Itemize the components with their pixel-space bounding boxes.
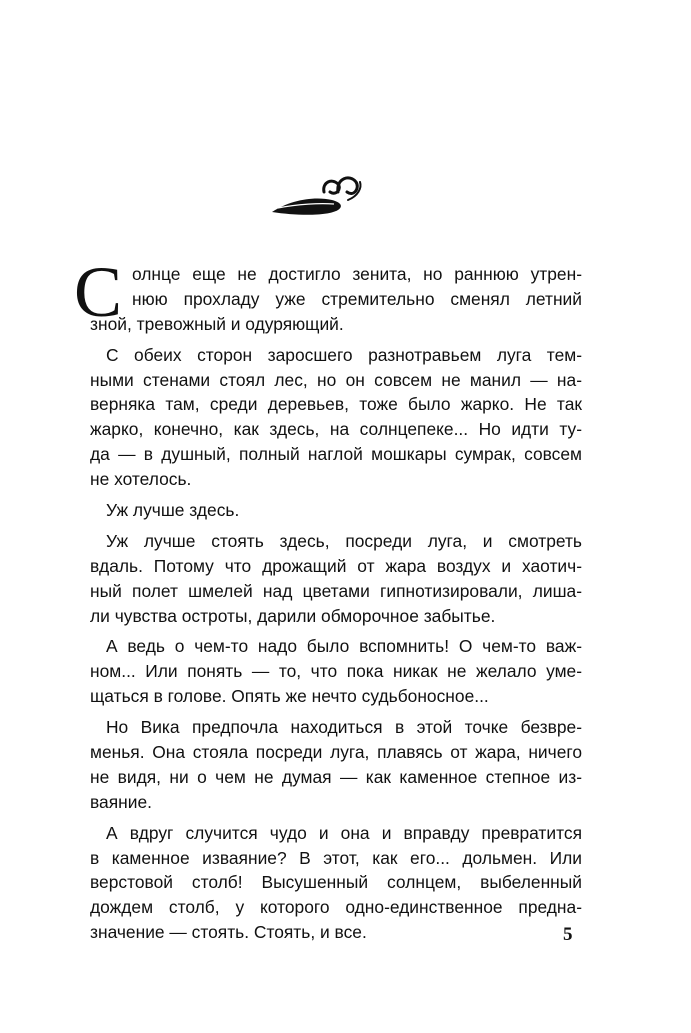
body-text <box>74 252 582 945</box>
text-line: не хотелось. <box>90 469 192 490</box>
text-line: не видя, ни о чем не думая — как каменное степное из- <box>90 766 582 787</box>
text-line: менья. Она стояла посреди луга, плавясь от жара, ничего <box>90 742 582 763</box>
text-line: зной, тревожный и одуряющий. <box>90 313 344 334</box>
page-number: 5 <box>563 924 573 945</box>
text-line: Уж лучше стоять здесь, посреди луга, и смотреть <box>106 530 582 551</box>
swirl-ornament-icon <box>268 170 368 220</box>
text-line: ными стенами стоял лес, но он совсем не манил — на- <box>90 369 582 390</box>
text-line: значение — стоять. Стоять, и все. <box>90 922 367 943</box>
text-line: да — в душный, полный наглой мошкары сумрак, совсем <box>90 444 582 465</box>
text-line: щаться в голове. Опять же нечто судьбоносное... <box>90 686 489 707</box>
text-line: Но Вика предпочла находиться в этой точке безвре- <box>106 717 582 738</box>
drop-cap: С <box>74 252 123 332</box>
text-line: дождем столб, у которого одно-единственное предна- <box>90 897 582 918</box>
text-line: вдаль. Потому что дрожащий от жара воздух и хаотич- <box>90 555 582 576</box>
text-line: нюю прохладу уже стремительно сменял летний <box>132 288 582 309</box>
text-line: Уж лучше здесь. <box>106 500 240 521</box>
text-line: ный полет шмелей над цветами гипнотизировали, лиша- <box>90 580 582 601</box>
text-line: ли чувства остроты, дарили обморочное забытье. <box>90 605 496 626</box>
text-line: жарко, конечно, как здесь, на солнцепеке... Но идти ту- <box>90 419 582 440</box>
text-line: С обеих сторон заросшего разнотравьем луга тем- <box>106 344 582 365</box>
text-line: олнце еще не достигло зенита, но раннюю утрен- <box>132 264 582 284</box>
text-line: А вдруг случится чудо и она и вправду превратится <box>106 822 582 843</box>
text-line: в каменное изваяние? В этот, как его... дольмен. Или <box>90 847 582 868</box>
text-line: верняка там, среди деревьев, тоже было жарко. Не так <box>90 394 582 415</box>
text-line: верстовой столб! Высушенный солнцем, выбеленный <box>90 872 582 893</box>
text-line: ном... Или понять — то, что пока никак не желало уме- <box>90 661 582 682</box>
text-line: А ведь о чем-то надо было вспомнить! О чем-то важ- <box>106 636 582 657</box>
text-line: ваяние. <box>90 791 152 812</box>
